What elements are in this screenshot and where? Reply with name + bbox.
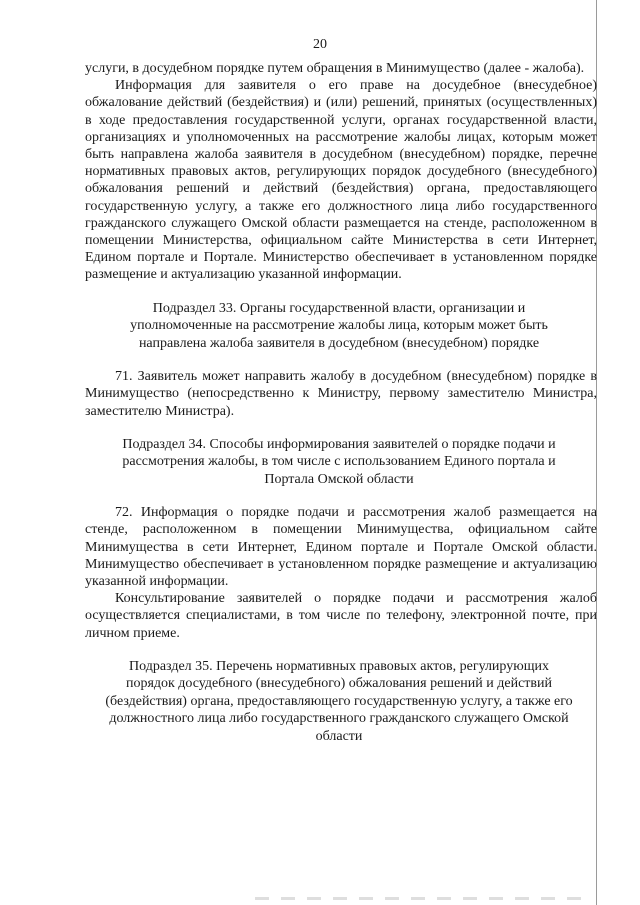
page-number: 20 (313, 37, 327, 52)
scan-artifact (255, 897, 585, 900)
document-body (85, 60, 597, 745)
subsection-34-heading: Подраздел 34. Способы информирования заявителей о порядке подачи и рассмотрения жалобы, в том числе с использованием Единого портала и Портала Омской области (122, 436, 556, 487)
subsection-35-heading: Подраздел 35. Перечень нормативных правовых актов, регулирующих порядок досудебного (внесудебного) обжалования решений и действий (бездействия) органа, предоставляющего государственную услугу, а также его должностного лица либо государственного гражданского служащего Омской области (105, 658, 573, 744)
paragraph-71: 71. Заявитель может направить жалобу в досудебном (внесудебном) порядке в Минимущество (непосредственно к Министру, первому заместителю Министра, заместителю Министра). (85, 369, 597, 419)
paragraph-consultation: Консультирование заявителей о порядке подачи и рассмотрения жалоб осуществляется специалистами, в том числе по телефону, электронной почте, при личном приеме. (85, 591, 597, 641)
paragraph-continuation: услуги, в досудебном порядке путем обращения в Минимущество (далее - жалоба). (85, 61, 585, 76)
paragraph-72: 72. Информация о порядке подачи и рассмотрения жалоб размещается на стенде, расположенном в помещении Минимущества, официальном сайте Минимущества в сети Интернет, Едином портале и Портале Омской области. Минимущество обеспечивает в установленном порядке размещение и актуализацию указанной информации. (85, 505, 597, 590)
subsection-33-heading: Подраздел 33. Органы государственной власти, организации и уполномоченные на рассмотрение жалобы лица, которым может быть направлена жалоба заявителя в досудебном (внесудебном) порядке (130, 300, 548, 351)
paragraph-appeal-info: Информация для заявителя о его праве на досудебное (внесудебное) обжалование действий (бездействия) и (или) решений, принятых (осуществленных) в ходе предоставления государственной услуги, органах государственной власти, организациях и уполномоченных на рассмотрение жалобы лицах, которым может быть направлена жалоба заявителя в досудебном (внесудебном) порядке, перечне нормативных правовых актов, регулирующих порядок досудебного (внесудебного) обжалования решений и действий (бездействия) органа, предоставляющего государственную услугу, а также его должностного лица либо государственного гражданского служащего Омской области размещается на стенде, расположенном в помещении Министерства, официальном сайте Министерства в сети Интернет, Едином портале и Портале. Министерство обеспечивает в установленном порядке размещение и актуализацию указанной информации. (85, 78, 597, 283)
